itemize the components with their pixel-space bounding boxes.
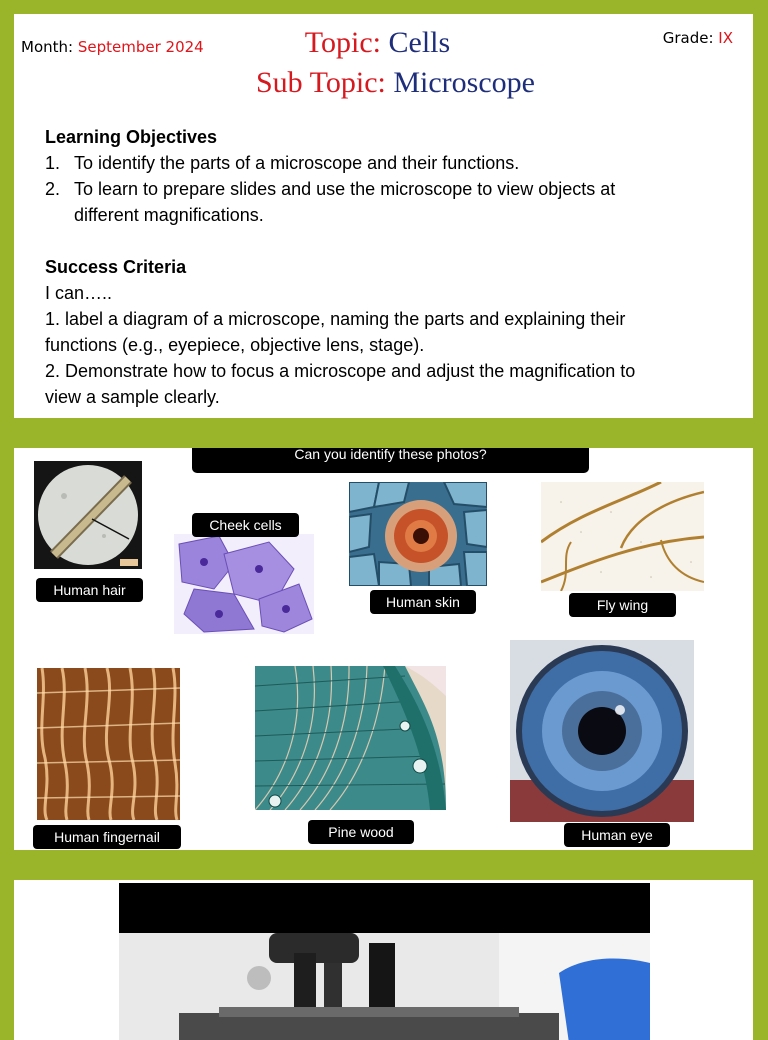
human-eye-image	[510, 640, 694, 822]
list-item: 1. To identify the parts of a microscope and their functions.	[45, 153, 520, 173]
label-cheek-cells: Cheek cells	[192, 513, 299, 537]
objectives-body	[45, 124, 655, 410]
month: Month: September 2024	[21, 38, 204, 56]
subtopic-title: Sub Topic: Microscope	[256, 66, 535, 99]
cheek-cells-image	[174, 534, 314, 634]
fly-wing-image	[541, 482, 704, 591]
human-hair-image	[34, 461, 142, 569]
topic-title: Topic: Cells	[304, 26, 451, 59]
video-black-bar	[119, 883, 650, 933]
label-human-hair: Human hair	[36, 578, 143, 602]
grade: Grade: IX	[662, 29, 733, 47]
success-item: 1. label a diagram of a microscope, naming the parts and explaining their functions (e.g., eyepiece, objective lens, stage).	[45, 309, 626, 355]
human-fingernail-image	[37, 668, 180, 820]
slide-learning-objectives	[14, 14, 753, 418]
label-human-fingernail: Human fingernail	[33, 825, 181, 849]
list-item: 2. To learn to prepare slides and use the microscope to view objects at different magnifications.	[45, 179, 616, 225]
slide-microscope-video	[14, 880, 753, 1040]
slide-identify-photos	[14, 448, 753, 850]
label-pine-wood: Pine wood	[308, 820, 414, 844]
question-banner: Can you identify these photos?	[192, 448, 589, 473]
success-intro: I can…..	[45, 283, 113, 303]
pine-wood-image	[255, 666, 446, 810]
label-human-eye: Human eye	[564, 823, 670, 847]
label-fly-wing: Fly wing	[569, 593, 676, 617]
success-criteria-heading: Success Criteria	[45, 257, 187, 277]
success-item: 2. Demonstrate how to focus a microscope and adjust the magnification to view a sample clearly.	[45, 361, 636, 407]
learning-objectives-heading: Learning Objectives	[45, 127, 218, 147]
human-skin-image	[349, 482, 487, 586]
label-human-skin: Human skin	[370, 590, 476, 614]
learning-objectives-list	[45, 150, 655, 228]
